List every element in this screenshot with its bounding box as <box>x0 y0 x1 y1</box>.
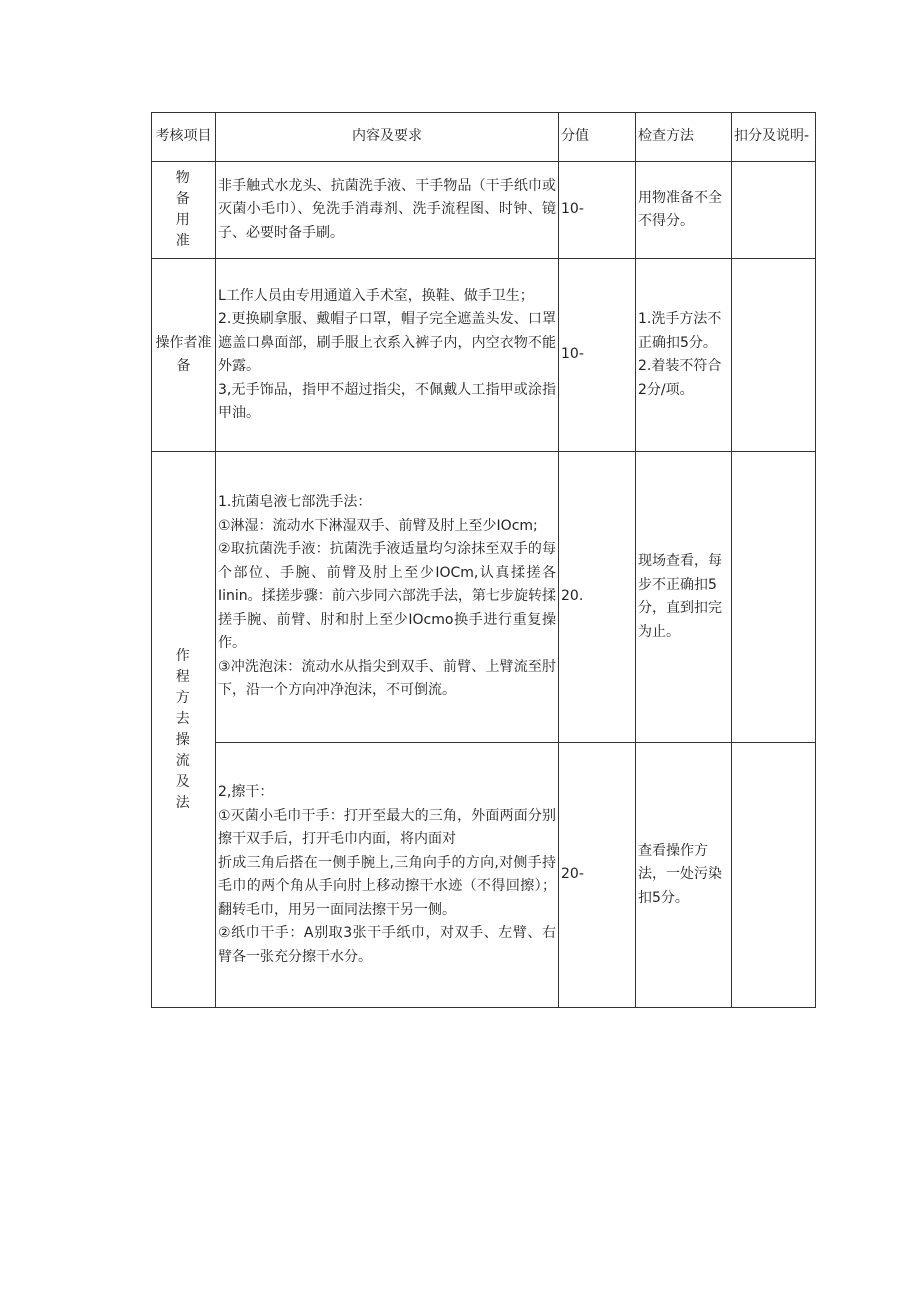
header-deduct: 扣分及说明- <box>732 113 816 162</box>
method-cell: 用物准备不全不得分。 <box>636 162 732 259</box>
score-cell: 10- <box>559 259 636 452</box>
header-content: 内容及要求 <box>216 113 559 162</box>
item-cell <box>152 452 216 1008</box>
item-cell <box>152 162 216 259</box>
method-cell: 查看操作方法，一处污染扣5分。 <box>636 743 732 1008</box>
content-line: 2,擦干： <box>218 784 274 800</box>
score-cell: 10- <box>559 162 636 259</box>
item-label: 物备用准 <box>175 170 190 249</box>
header-score: 分值 <box>559 113 636 162</box>
table-row <box>152 162 816 259</box>
header-method: 检查方法 <box>636 113 732 162</box>
content-cell <box>216 452 559 743</box>
table-row <box>152 452 816 743</box>
content-cell <box>216 743 559 1008</box>
deduct-cell <box>732 452 816 743</box>
score-cell: 20. <box>559 452 636 743</box>
header-item: 考核项目 <box>152 113 216 162</box>
content-line: ②取抗菌洗手液：抗菌洗手液适量均匀涂抹至双手的每个部位、手腕、前臂及肘上至少IOCm,认真揉搓各Iinin。揉搓步骤：前六步同六部洗手法，第七步旋转揉搓手腕、前臂、肘和肘上至少IOcmo换手进行重复操作。 <box>218 541 556 652</box>
content-line: ②纸巾干手：A别取3张干手纸巾，对双手、左臂、右臂各一张充分擦干水分。 <box>218 925 556 965</box>
content-line: 折成三角后搭在一侧手腕上,三角向手的方向,对侧手持毛巾的两个角从手向肘上移动擦干水迹（不得回擦）；翻转毛巾，用另一面同法擦干另一侧。 <box>218 854 556 918</box>
method-cell: 现场查看，每步不正确扣5分，直到扣完为止。 <box>636 452 732 743</box>
content-line: 非手触式水龙头、抗菌洗手液、干手物品（干手纸巾或灭菌小毛巾）、免洗手消毒剂、洗手流程图、时钟、镜子、必要时备手刷。 <box>218 177 556 241</box>
deduct-cell <box>732 743 816 1008</box>
deduct-cell <box>732 259 816 452</box>
header-row <box>152 113 816 162</box>
item-label: 作程方去操流及法 <box>175 647 190 811</box>
content-cell <box>216 162 559 259</box>
method-cell: 1.洗手方法不正确扣5分。2.着装不符合2分/项。 <box>636 259 732 452</box>
assessment-table <box>151 112 816 1008</box>
table-row <box>152 259 816 452</box>
table-row <box>152 743 816 1008</box>
content-cell <box>216 259 559 452</box>
content-line: ①淋湿：流动水下淋湿双手、前臂及肘上至少IOcm; <box>218 517 538 534</box>
content-line: ①灭菌小毛巾干手：打开至最大的三角，外面两面分别擦干双手后，打开毛巾内面，将内面对 <box>218 807 556 847</box>
item-cell: 操作者准备 <box>152 259 216 452</box>
content-line: 3,无手饰品，指甲不超过指尖，不佩戴人工指甲或涂指甲油。 <box>218 381 556 421</box>
deduct-cell <box>732 162 816 259</box>
content-line: L工作人员由专用通道入手术室，换鞋、做手卫生； <box>218 287 534 304</box>
content-line: 2.更换刷拿服、戴帽子口罩，帽子完全遮盖头发、口罩遮盖口鼻面部，刷手服上衣系入裤子内，内空衣物不能外露。 <box>218 311 556 374</box>
content-line: ③冲洗泡沫：流动水从指尖到双手、前臂、上臂流至肘下，沿一个方向冲净泡沫，不可倒流。 <box>218 658 556 699</box>
score-cell: 20- <box>559 743 636 1008</box>
content-line: 1.抗菌皂液七部洗手法： <box>218 494 372 511</box>
